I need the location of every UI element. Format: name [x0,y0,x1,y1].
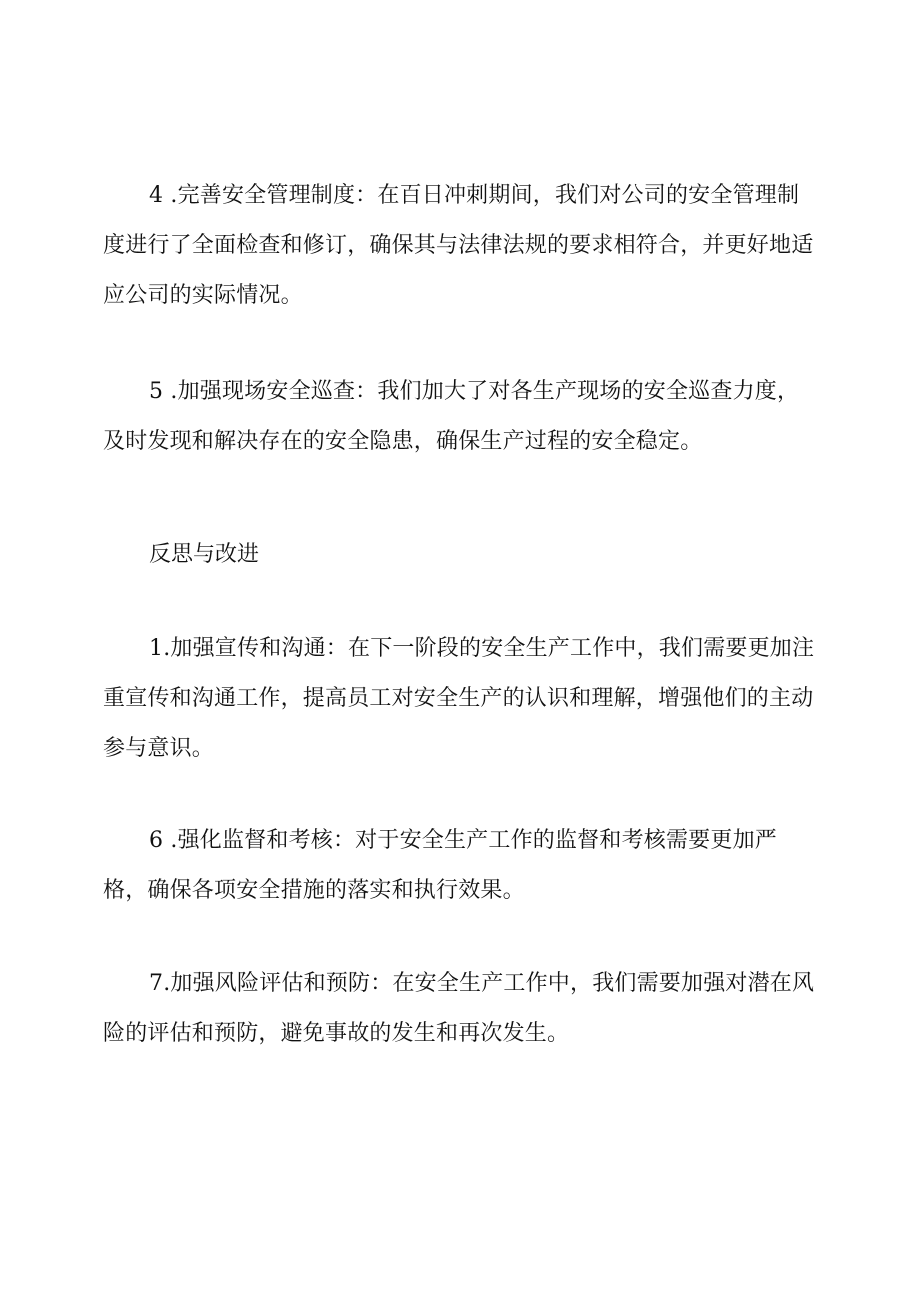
improvement-item-supervision: 6 .强化监督和考核：对于安全生产工作的监督和考核需要更加严格，确保各项安全措施的落实和执行效果。 [103,828,777,903]
section-heading-reflection: 反思与改进 [149,542,260,567]
paragraph-site-safety-inspection: 5 .加强现场安全巡查：我们加大了对各生产现场的安全巡查力度，及时发现和解决存在的安全隐患，确保生产过程的安全稳定。 [103,379,800,454]
improvement-item-publicity: 1.加强宣传和沟通：在下一阶段的安全生产工作中，我们需要更加注重宣传和沟通工作，提高员工对安全生产的认识和理解，增强他们的主动参与意识。 [103,636,815,761]
improvement-item-risk-assessment: 7.加强风险评估和预防：在安全生产工作中，我们需要加强对潜在风险的评估和预防，避免事故的发生和再次发生。 [103,971,815,1046]
paragraph-safety-management-system: 4 .完善安全管理制度：在百日冲刺期间，我们对公司的安全管理制度进行了全面检查和修订，确保其与法律法规的要求相符合，并更好地适应公司的实际情况。 [103,183,814,308]
